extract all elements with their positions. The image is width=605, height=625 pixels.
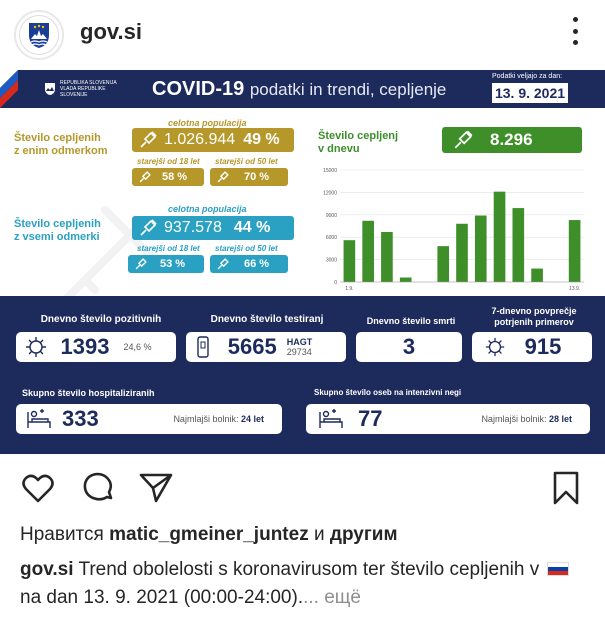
- one-dose-age50-pill: [210, 168, 288, 186]
- hospital-bed-icon: [318, 408, 344, 430]
- hagt-value: 29734: [286, 347, 312, 357]
- icu-youngest-label: Najmlajši bolnik:: [481, 414, 547, 424]
- y-tick-label: 15000: [323, 168, 337, 174]
- avg-value: 915: [524, 334, 562, 359]
- one-dose-age50-label: starejši od 50 let: [215, 157, 278, 166]
- one-dose-label: [14, 132, 108, 158]
- post-header: [0, 0, 605, 68]
- virus-icon: [24, 335, 48, 359]
- daily-label: [318, 130, 398, 156]
- positive-value: 1393: [60, 334, 110, 359]
- avatar[interactable]: [14, 10, 64, 60]
- hagt-label: HAGT: [286, 337, 313, 347]
- one-dose-total-pill: [132, 128, 294, 152]
- gov-text: REPUBLIKA SLOVENIJA VLADA REPUBLIKE SLOVENIJE: [60, 80, 117, 98]
- chart-bar: [400, 278, 412, 282]
- tests-box: [186, 332, 346, 362]
- send-icon[interactable]: [138, 470, 174, 506]
- covid-title-sub: podatki in trendi, cepljenje: [249, 80, 447, 99]
- all-doses-age18-label: starejši od 18 let: [137, 244, 200, 253]
- bookmark-icon[interactable]: [548, 470, 584, 506]
- icu-youngest: [481, 414, 572, 424]
- hosp-value: 333: [62, 406, 99, 431]
- avg-label-line2: potrjenih primerov: [494, 317, 574, 327]
- more-vertical-icon[interactable]: [571, 17, 579, 45]
- chart-bar: [512, 208, 524, 282]
- hosp-youngest-label: Najmlajši bolnik:: [173, 414, 239, 424]
- tests-label: Dnevno število testiranj: [210, 314, 324, 325]
- comment-icon[interactable]: [80, 470, 116, 506]
- syringe-icon: [452, 129, 474, 151]
- one-dose-age18-label: starejši od 18 let: [137, 157, 200, 166]
- chart-bar: [381, 232, 393, 282]
- syringe-icon: [216, 170, 230, 184]
- daily-label-line2: v dnevu: [318, 143, 360, 155]
- avg-label-line1: 7-dnevno povprečje: [491, 306, 577, 316]
- date-value: 13. 9. 2021: [492, 83, 568, 103]
- likes-middle: и: [313, 524, 325, 545]
- caption-user[interactable]: gov.si: [20, 559, 74, 580]
- deaths-box: [356, 332, 462, 362]
- all-doses-total-pct: 44 %: [233, 219, 271, 236]
- deaths-label: Dnevno število smrti: [366, 316, 456, 326]
- y-tick-label: 3000: [325, 257, 337, 264]
- all-doses-age18-pct: 53 %: [160, 258, 186, 270]
- all-doses-total-value: 937.578: [164, 219, 222, 236]
- caption-text-end: na dan 13. 9. 2021 (00:00-24:00).: [20, 587, 304, 608]
- slovenia-flag-icon: [547, 562, 569, 576]
- daily-label-line1: Število cepljenj: [318, 130, 399, 142]
- all-doses-age50-label: starejši od 50 let: [215, 244, 278, 253]
- action-bar: [0, 466, 605, 510]
- title-bar: [0, 70, 605, 108]
- y-tick-label: 9000: [325, 212, 337, 219]
- avg-label: [472, 306, 596, 328]
- virus-icon: [484, 336, 506, 358]
- vaccination-section: [0, 70, 605, 298]
- one-dose-age18-pill: [132, 168, 204, 186]
- flag-strip-icon: [0, 70, 18, 108]
- icu-youngest-age: 28 let: [548, 414, 572, 424]
- daily-vaccination-chart: [318, 164, 588, 296]
- heart-icon[interactable]: [20, 470, 56, 506]
- caption: [20, 556, 590, 612]
- chart-bar: [456, 224, 468, 282]
- caption-more-link[interactable]: ... ещё: [303, 587, 361, 608]
- one-dose-age50-pct: 70 %: [244, 171, 270, 183]
- icu-label: Skupno število oseb na intenzivni negi: [314, 388, 462, 397]
- hosp-box: [16, 404, 282, 434]
- caption-text: Trend obolelosti s koronavirusom ter število cepljenih v: [78, 559, 540, 580]
- stats-section: [0, 296, 605, 454]
- syringe-icon: [138, 170, 152, 184]
- chart-bar: [494, 192, 506, 282]
- hosp-label: Skupno število hospitaliziranih: [22, 388, 155, 398]
- hagt-group: [287, 337, 313, 357]
- syringe-icon: [134, 257, 148, 271]
- all-doses-age50-pill: [210, 255, 288, 273]
- one-dose-label-line1: Število cepljenih: [14, 132, 101, 144]
- one-dose-total-pct: 49 %: [243, 131, 280, 148]
- tests-value: 5665: [227, 334, 277, 359]
- syringe-icon: [138, 218, 158, 238]
- all-doses-age18-pill: [128, 255, 204, 273]
- date-label: Podatki veljajo za dan:: [492, 73, 563, 80]
- hosp-youngest-age: 24 let: [240, 414, 264, 424]
- syringe-icon: [216, 257, 230, 271]
- chart-bar: [475, 216, 487, 282]
- all-doses-age50-pct: 66 %: [244, 258, 270, 270]
- icu-box: [306, 404, 590, 434]
- chart-bar: [569, 220, 581, 282]
- daily-pill: [442, 127, 582, 153]
- post-image[interactable]: [0, 70, 605, 454]
- hosp-youngest: [173, 414, 264, 424]
- x-tick-label: 13.9.: [569, 286, 581, 292]
- all-doses-label-line2: z vsemi odmerki: [14, 231, 100, 243]
- positive-label: Dnevno število pozitivnih: [40, 314, 162, 325]
- deaths-value: 3: [402, 334, 416, 359]
- positive-pct: 24,6 %: [123, 342, 152, 352]
- all-doses-total-label: celotna populacija: [168, 204, 247, 214]
- all-doses-label: [14, 218, 101, 244]
- one-dose-total-value: 1.026.944: [164, 131, 236, 148]
- likes-others[interactable]: другим: [329, 524, 398, 545]
- one-dose-total-label: celotna populacija: [168, 118, 247, 128]
- daily-value: 8.296: [490, 130, 533, 149]
- avg-box: [472, 332, 592, 362]
- x-tick-label: 1.9.: [345, 286, 354, 292]
- likes-line: [20, 524, 398, 546]
- one-dose-label-line2: z enim odmerkom: [14, 145, 108, 157]
- chart-bar: [437, 246, 449, 282]
- hospital-bed-icon: [26, 408, 52, 430]
- gov-coat-of-arms-icon: [19, 15, 59, 55]
- chart-bar: [362, 221, 374, 282]
- syringe-icon: [138, 130, 158, 150]
- positive-box: [16, 332, 176, 362]
- y-tick-label: 12000: [323, 190, 337, 197]
- one-dose-age18-pct: 58 %: [162, 171, 188, 183]
- all-doses-label-line1: Število cepljenih: [14, 218, 101, 230]
- likes-prefix: Нравится: [20, 524, 104, 545]
- covid-title-main: COVID-19: [152, 78, 245, 100]
- icu-value: 77: [358, 406, 383, 431]
- gov-logo-icon: [44, 82, 56, 96]
- y-tick-label: 0: [334, 280, 337, 286]
- y-tick-label: 6000: [325, 235, 337, 242]
- chart-bar: [531, 269, 543, 282]
- covid-title: [152, 78, 446, 101]
- all-doses-total-pill: [132, 216, 294, 240]
- test-kit-icon: [196, 336, 210, 358]
- username[interactable]: gov.si: [80, 19, 142, 44]
- chart-bar: [344, 240, 356, 282]
- likes-user[interactable]: matic_gmeiner_juntez: [109, 524, 309, 545]
